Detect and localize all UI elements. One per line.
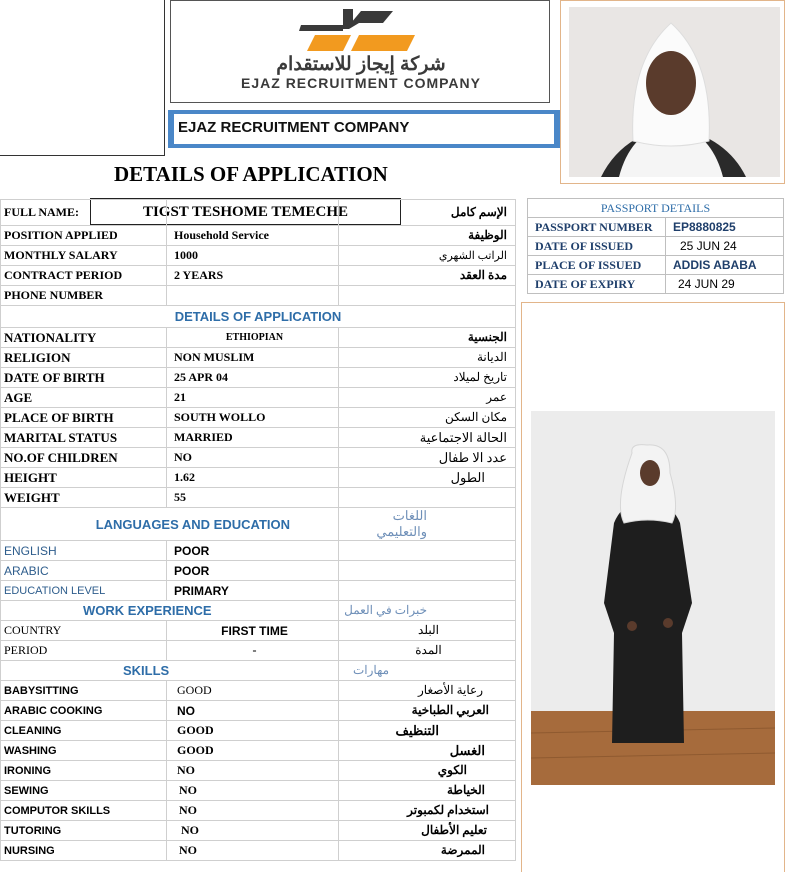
row-value: - (167, 641, 339, 661)
banner-text: EJAZ RECRUITMENT COMPANY (174, 114, 554, 144)
row-value: 21 (167, 388, 339, 408)
table-row (1, 428, 516, 448)
row-ar: العربي الطباخية (339, 701, 516, 721)
row-label: PERIOD (1, 641, 167, 661)
row-value: NON MUSLIM (167, 348, 339, 368)
row-label: WEIGHT (1, 488, 167, 508)
row-value: 2 YEARS (167, 266, 339, 286)
row-label: ENGLISH (1, 541, 167, 561)
row-label: ARABIC COOKING (1, 701, 167, 721)
row-value: GOOD (167, 721, 339, 741)
row-ar (339, 581, 516, 601)
table-row (1, 348, 516, 368)
row-value: 55 (167, 488, 339, 508)
row-label: NURSING (1, 841, 167, 861)
row-label: CONTRACT PERIOD (1, 266, 167, 286)
table-row (1, 286, 516, 306)
table-row (1, 408, 516, 428)
row-value: PRIMARY (167, 581, 339, 601)
row-label: TUTORING (1, 821, 167, 841)
passport-table (527, 198, 784, 294)
row-ar: الكوي (339, 761, 516, 781)
company-banner (168, 110, 560, 148)
row-ar: الطول (339, 468, 516, 488)
row-ar: مكان السكن (339, 408, 516, 428)
row-label: AGE (1, 388, 167, 408)
table-row (1, 781, 516, 801)
table-row (1, 488, 516, 508)
table-row (1, 266, 516, 286)
table-row (1, 328, 516, 348)
row-value: NO (167, 841, 339, 861)
section-heading-row (1, 601, 516, 621)
row-ar: استخدام لكمبوتر (339, 801, 516, 821)
row-label: COUNTRY (1, 621, 167, 641)
row-ar: الجنسية (339, 328, 516, 348)
section-heading-row (1, 306, 516, 328)
row-value: NO (167, 448, 339, 468)
table-row (1, 681, 516, 701)
row-value: GOOD (167, 681, 339, 701)
row-label: SEWING (1, 781, 167, 801)
section-heading-row (1, 661, 516, 681)
row-label: ARABIC (1, 561, 167, 581)
table-row (1, 761, 516, 781)
skills-heading-ar: مهارات (339, 661, 516, 681)
row-ar: الوظيفة (339, 226, 516, 246)
row-ar: المدة (339, 641, 516, 661)
passport-label: DATE OF ISSUED (528, 237, 666, 256)
table-row (1, 200, 516, 226)
table-row (528, 275, 784, 294)
table-row (1, 388, 516, 408)
row-label: COMPUTOR SKILLS (1, 801, 167, 821)
row-ar: الغسل (339, 741, 516, 761)
logo-arabic-text: شركة إيجاز للاستقدام (276, 54, 446, 75)
row-ar: البلد (339, 621, 516, 641)
table-row (1, 541, 516, 561)
passport-value: EP8880825 (666, 218, 784, 237)
full-body-image-icon (522, 303, 784, 871)
row-label: BABYSITTING (1, 681, 167, 701)
row-ar (339, 561, 516, 581)
table-row (1, 561, 516, 581)
row-label: DATE OF BIRTH (1, 368, 167, 388)
table-row (1, 226, 516, 246)
row-label: RELIGION (1, 348, 167, 368)
passport-value: 25 JUN 24 (666, 237, 784, 256)
row-value: 25 APR 04 (167, 368, 339, 388)
row-label: NATIONALITY (1, 328, 167, 348)
table-row (528, 256, 784, 275)
row-label: CLEANING (1, 721, 167, 741)
table-row (1, 721, 516, 741)
work-heading: WORK EXPERIENCE (1, 601, 339, 621)
row-ar: الممرضة (339, 841, 516, 861)
headshot-photo (560, 0, 785, 184)
row-label: POSITION APPLIED (1, 226, 167, 246)
languages-heading-ar: اللغات والتعليمي (339, 508, 516, 541)
passport-value: ADDIS ABABA (666, 256, 784, 275)
row-value: Household Service (167, 226, 339, 246)
full-body-photo (521, 302, 785, 872)
row-label: NO.OF CHILDREN (1, 448, 167, 468)
table-row (1, 448, 516, 468)
passport-heading: PASSPORT DETAILS (528, 199, 784, 218)
row-value: GOOD (167, 741, 339, 761)
row-label: WASHING (1, 741, 167, 761)
row-ar: تاريخ لميلاد (339, 368, 516, 388)
table-row (1, 801, 516, 821)
passport-heading-row (528, 199, 784, 218)
table-row (1, 246, 516, 266)
row-ar: تعليم الأطفال (339, 821, 516, 841)
details-heading: DETAILS OF APPLICATION (1, 306, 516, 328)
table-row (1, 641, 516, 661)
table-row (1, 701, 516, 721)
table-row (1, 468, 516, 488)
logo-english-text: EJAZ RECRUITMENT COMPANY (241, 75, 481, 91)
page-title: DETAILS OF APPLICATION (114, 162, 388, 186)
row-label: IRONING (1, 761, 167, 781)
row-label: PHONE NUMBER (1, 286, 167, 306)
full-name-label: FULL NAME: (1, 200, 167, 226)
row-value: SOUTH WOLLO (167, 408, 339, 428)
row-ar: الديانة (339, 348, 516, 368)
row-value (167, 286, 339, 306)
table-row (528, 237, 784, 256)
full-name-value: TIGST TESHOME TEMECHE (90, 198, 401, 225)
full-name-cell (167, 200, 339, 226)
row-label: EDUCATION LEVEL (1, 581, 167, 601)
row-label: PLACE OF BIRTH (1, 408, 167, 428)
passport-label: PASSPORT NUMBER (528, 218, 666, 237)
skills-heading: SKILLS (1, 661, 339, 681)
row-label: MONTHLY SALARY (1, 246, 167, 266)
table-row (1, 581, 516, 601)
application-table (0, 199, 516, 861)
row-ar: عمر (339, 388, 516, 408)
row-ar: مدة العقد (339, 266, 516, 286)
row-ar: الحالة الاجتماعية (339, 428, 516, 448)
row-value: NO (167, 781, 339, 801)
row-ar: عدد الا طفال (339, 448, 516, 468)
row-ar (339, 541, 516, 561)
company-logo (170, 0, 550, 103)
row-value: 1.62 (167, 468, 339, 488)
row-value: FIRST TIME (167, 621, 339, 641)
passport-label: PLACE OF ISSUED (528, 256, 666, 275)
languages-heading: LANGUAGES AND EDUCATION (1, 508, 339, 541)
full-name-ar: الإسم كامل (339, 200, 516, 226)
row-ar (339, 286, 516, 306)
row-value: NO (167, 801, 339, 821)
row-label: MARITAL STATUS (1, 428, 167, 448)
headshot-image-icon (561, 1, 784, 183)
passport-label: DATE OF EXPIRY (528, 275, 666, 294)
row-value: NO (167, 821, 339, 841)
row-value: POOR (167, 561, 339, 581)
photo-placeholder-box (0, 0, 165, 156)
table-row (1, 741, 516, 761)
row-value: NO (167, 761, 339, 781)
section-heading-row (1, 508, 516, 541)
table-row (1, 841, 516, 861)
table-row (1, 821, 516, 841)
row-value: NO (167, 701, 339, 721)
row-value: ETHIOPIAN (167, 328, 339, 348)
table-row (528, 218, 784, 237)
row-ar: الراتب الشهري (339, 246, 516, 266)
row-ar: التنظيف (339, 721, 516, 741)
row-ar: الخياطة (339, 781, 516, 801)
row-value: 1000 (167, 246, 339, 266)
row-value: MARRIED (167, 428, 339, 448)
row-ar (339, 488, 516, 508)
work-heading-ar: خبرات في العمل (339, 601, 516, 621)
table-row (1, 621, 516, 641)
table-row (1, 368, 516, 388)
row-label: HEIGHT (1, 468, 167, 488)
passport-value: 24 JUN 29 (666, 275, 784, 294)
row-ar: رعاية الأصغار (339, 681, 516, 701)
row-value: POOR (167, 541, 339, 561)
